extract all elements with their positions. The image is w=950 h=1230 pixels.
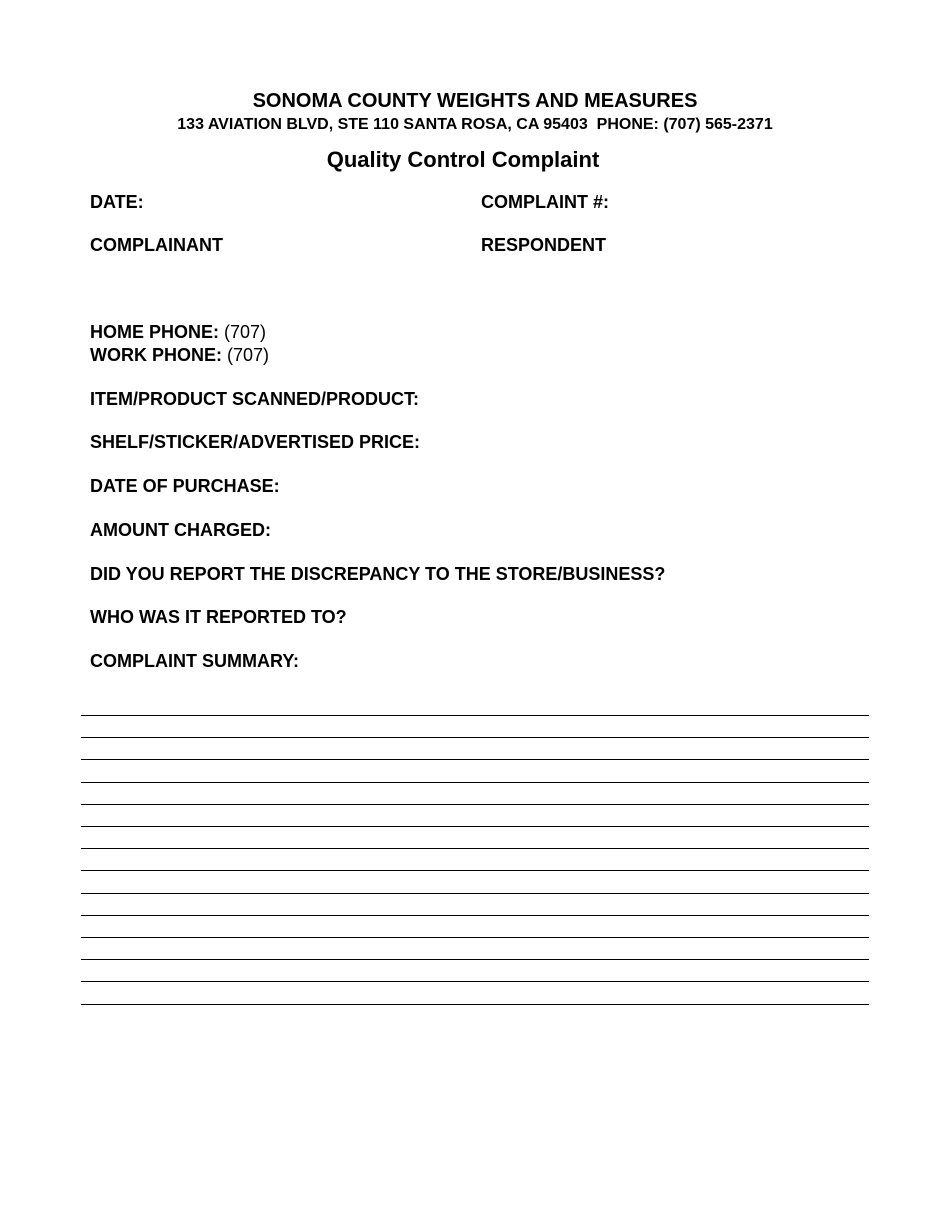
home-phone-row bbox=[90, 322, 266, 343]
summary-line bbox=[81, 782, 869, 783]
summary-line bbox=[81, 759, 869, 760]
summary-line bbox=[81, 915, 869, 916]
advertised-price-label: SHELF/STICKER/ADVERTISED PRICE: bbox=[90, 432, 421, 452]
summary-line bbox=[81, 870, 869, 871]
summary-line bbox=[81, 959, 869, 960]
summary-line bbox=[81, 1004, 869, 1005]
organization-name: SONOMA COUNTY WEIGHTS AND MEASURES bbox=[252, 90, 698, 112]
amount-charged-label: AMOUNT CHARGED: bbox=[90, 520, 271, 540]
work-phone-label: WORK PHONE: bbox=[90, 345, 222, 365]
complainant-label: COMPLAINANT bbox=[90, 235, 223, 255]
complaint-number-label: COMPLAINT #: bbox=[481, 192, 609, 212]
summary-line bbox=[81, 937, 869, 938]
date-label: DATE: bbox=[90, 192, 144, 212]
summary-line bbox=[81, 981, 869, 982]
summary-line bbox=[81, 826, 869, 827]
summary-line bbox=[81, 737, 869, 738]
home-phone-label: HOME PHONE: bbox=[90, 322, 220, 342]
purchase-date-label: DATE OF PURCHASE: bbox=[90, 476, 280, 496]
summary-line bbox=[81, 893, 869, 894]
form-title: Quality Control Complaint bbox=[326, 147, 600, 172]
summary-line bbox=[81, 804, 869, 805]
summary-line bbox=[81, 715, 869, 716]
item-product-label: ITEM/PRODUCT SCANNED/PRODUCT: bbox=[90, 389, 420, 409]
reported-to-label: WHO WAS IT REPORTED TO? bbox=[90, 607, 347, 627]
respondent-label: RESPONDENT bbox=[481, 235, 607, 255]
home-phone-value: (707) bbox=[224, 322, 267, 342]
complaint-summary-label: COMPLAINT SUMMARY: bbox=[90, 651, 299, 671]
summary-line bbox=[81, 848, 869, 849]
reported-question-label: DID YOU REPORT THE DISCREPANCY TO THE STORE/BUSINESS? bbox=[90, 564, 666, 584]
work-phone-row bbox=[90, 345, 269, 366]
organization-address: 133 AVIATION BLVD, STE 110 SANTA ROSA, CA 95403 PHONE: (707) 565-2371 bbox=[177, 116, 773, 133]
work-phone-value: (707) bbox=[227, 345, 270, 365]
